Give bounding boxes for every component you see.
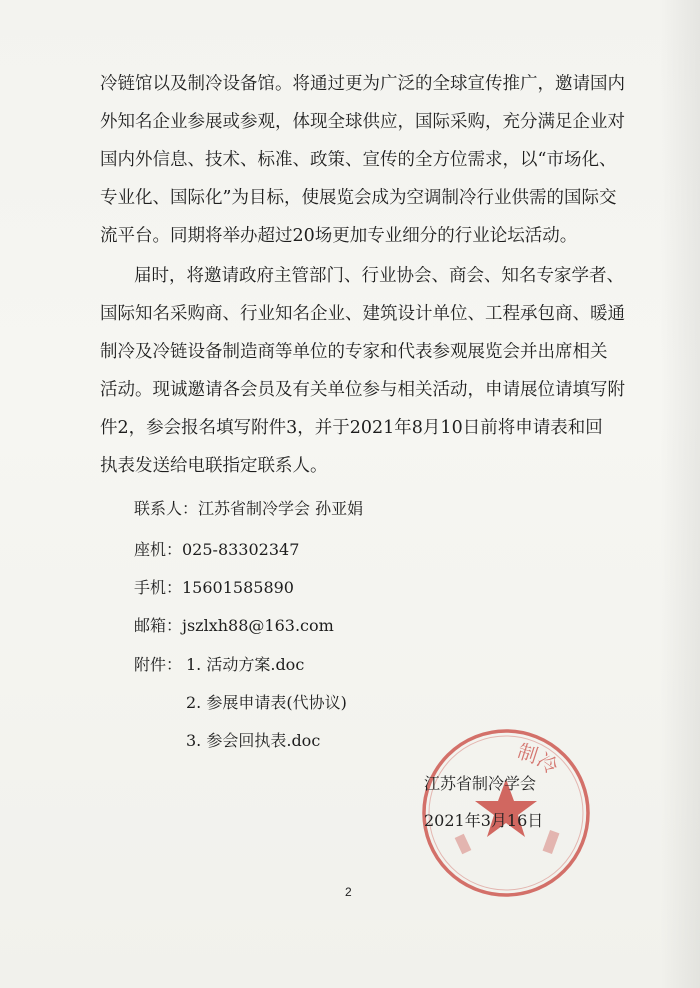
contact-email: 邮箱：jszlxh88@163.com [134,616,334,635]
paragraph-line: 国际知名采购商、行业知名企业、建筑设计单位、工程承包商、暖通 [100,304,625,324]
paragraph-line: 执表发送给电联指定联系人。 [100,456,328,476]
attachment-item: 1. 活动方案.doc [186,655,305,674]
attachment-item: 2. 参展申请表(代协议) [186,693,347,712]
paragraph-line: 届时，将邀请政府主管部门、行业协会、商会、知名专家学者、 [134,266,624,286]
paragraph-line: 外知名企业参展或参观，体现全球供应，国际采购，充分满足企业对 [100,112,625,132]
seal-text: 制冷 [514,738,563,780]
contact-mobile: 手机：15601585890 [134,578,294,597]
paragraph-line: 专业化、国际化”为目标，使展览会成为空调制冷行业供需的国际交 [100,188,617,208]
paragraph-line: 制冷及冷链设备制造商等单位的专家和代表参观展览会并出席相关 [100,342,608,362]
attachment-item: 3. 参会回执表.doc [186,731,321,750]
signature-org: 江苏省制冷学会 [424,774,537,793]
paragraph-line: 流平台。同期将举办超过20场更加专业细分的行业论坛活动。 [100,226,578,246]
contact-person: 联系人：江苏省制冷学会 孙亚娟 [134,499,364,518]
page-number: 2 [345,885,352,899]
signature-date: 2021年3月16日 [424,811,544,830]
paragraph-line: 活动。现诚邀请各会员及有关单位参与相关活动，申请展位请填写附 [100,380,625,400]
page-shadow [660,0,700,988]
paragraph-line: 冷链馆以及制冷设备馆。将通过更为广泛的全球宣传推广，邀请国内 [100,74,625,94]
attachments-label: 附件： [134,655,183,674]
contact-landline: 座机：025-83302347 [134,540,300,559]
paragraph-line: 国内外信息、技术、标准、政策、宣传的全方位需求，以“市场化、 [100,150,617,170]
paragraph-line: 件2，参会报名填写附件3，并于2021年8月10日前将申请表和回 [100,418,603,438]
